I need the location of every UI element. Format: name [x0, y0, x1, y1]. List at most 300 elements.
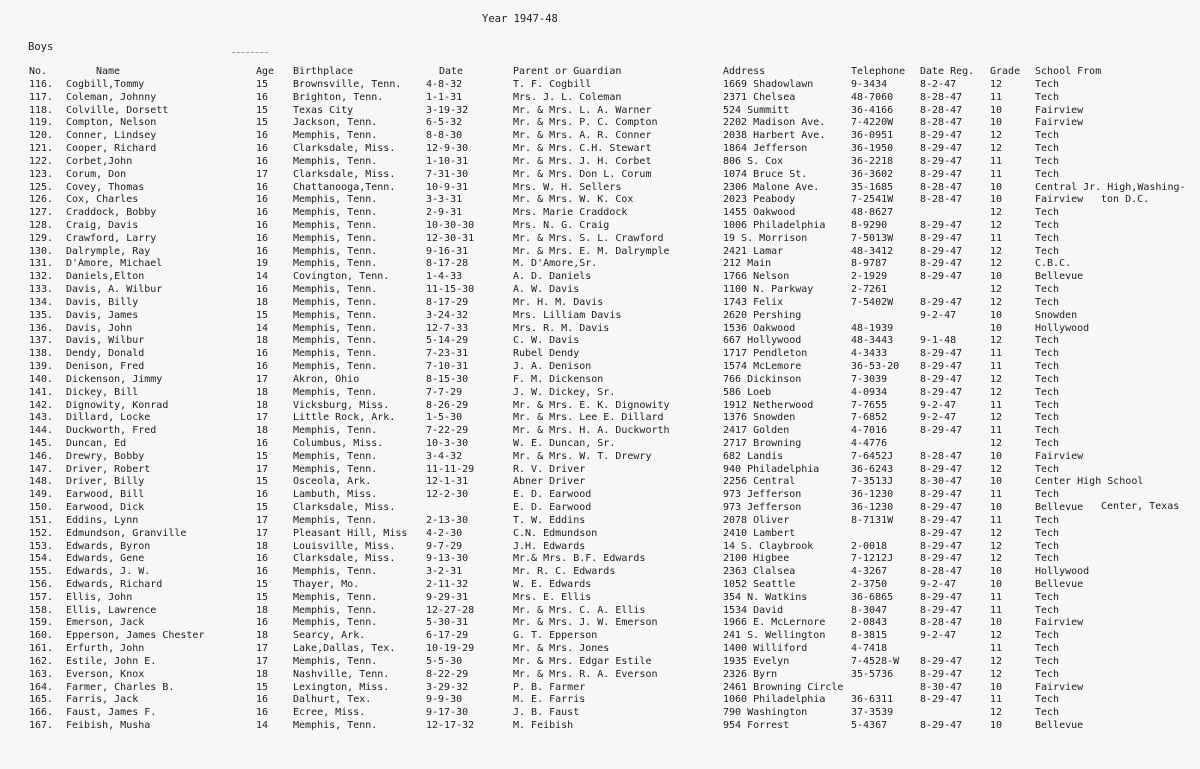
header-grade: Grade [990, 66, 1021, 77]
student-name: Duckworth, Fred [66, 425, 157, 437]
student-name: Edmundson, Granville [66, 527, 187, 539]
student-name: Cooper, Richard [66, 143, 157, 155]
date-registered: 8-28-47 [920, 117, 963, 129]
birthplace: Louisville, Miss. [293, 540, 396, 552]
grade: 11 [990, 425, 1003, 437]
date-registered: 8-29-47 [920, 720, 963, 731]
parent-guardian: Mrs. Lilliam Davis [513, 309, 622, 321]
school-from: Tech [1035, 412, 1060, 424]
row-number: 122. [29, 155, 54, 167]
address: 1966 E. McLernore [723, 617, 826, 629]
school-from-continuation: Center, Texas [1101, 501, 1180, 513]
table-row [0, 541, 1200, 553]
parent-guardian: Mr. & Mrs. H. A. Duckworth [513, 425, 670, 437]
grade: 12 [990, 668, 1003, 680]
birth-date: 3-24-32 [426, 309, 469, 321]
date-registered: 8-30-47 [920, 476, 963, 488]
header-date: Date [439, 66, 464, 77]
date-registered: 8-29-47 [920, 348, 963, 360]
parent-guardian: E. D. Earwood [513, 502, 592, 514]
row-number: 137. [29, 335, 54, 347]
student-age: 17 [256, 655, 269, 667]
parent-guardian: P. B. Farmer [513, 681, 586, 693]
header-parent: Parent or Guardian [513, 66, 622, 77]
student-age: 16 [256, 361, 269, 373]
grade: 12 [990, 296, 1003, 308]
student-age: 16 [256, 617, 269, 629]
address: 806 S. Cox [723, 155, 784, 167]
birth-date: 2-13-30 [426, 514, 469, 526]
telephone: 8-3047 [851, 604, 888, 616]
grade: 12 [990, 207, 1003, 219]
date-registered: 8-29-47 [920, 604, 963, 616]
table-row [0, 233, 1200, 245]
grade: 12 [990, 335, 1003, 347]
grade: 11 [990, 591, 1003, 603]
row-number: 123. [29, 168, 54, 180]
date-registered: 8-29-47 [920, 155, 963, 167]
parent-guardian: T. F. Cogbill [513, 79, 592, 90]
date-registered: 8-29-47 [920, 130, 963, 142]
student-name: Dickenson, Jimmy [66, 373, 163, 385]
birthplace: Memphis, Tenn. [293, 514, 378, 526]
grade: 12 [990, 143, 1003, 155]
birth-date: 3-4-32 [426, 450, 463, 462]
date-registered: 8-29-47 [920, 694, 963, 706]
birth-date: 9-9-30 [426, 694, 463, 706]
table-row [0, 297, 1200, 309]
grade: 12 [990, 258, 1003, 270]
birthplace: Memphis, Tenn. [293, 194, 378, 206]
birth-date: 7-22-29 [426, 425, 469, 437]
address: 2371 Chelsea [723, 91, 796, 103]
student-name: Crawford, Larry [66, 232, 157, 244]
school-from: Tech [1035, 373, 1060, 385]
table-row [0, 92, 1200, 104]
date-registered: 8-28-47 [920, 181, 963, 193]
birth-date: 7-7-29 [426, 386, 463, 398]
address: 1006 Philadelphia [723, 220, 826, 232]
telephone: 4-3433 [851, 348, 888, 360]
student-age: 16 [256, 694, 269, 706]
birthplace: Memphis, Tenn. [293, 220, 378, 232]
row-number: 125. [29, 181, 54, 193]
student-age: 17 [256, 168, 269, 180]
row-number: 159. [29, 617, 54, 629]
birth-date: 9-16-31 [426, 245, 469, 257]
grade: 10 [990, 502, 1003, 514]
birth-date: 8-15-30 [426, 373, 469, 385]
birthplace: Lambuth, Miss. [293, 489, 378, 501]
telephone: 5-4367 [851, 720, 888, 731]
row-number: 129. [29, 232, 54, 244]
row-number: 121. [29, 143, 54, 155]
telephone: 36-53-20 [851, 361, 900, 373]
address: 1536 Oakwood [723, 322, 796, 334]
grade: 12 [990, 245, 1003, 257]
student-age: 18 [256, 540, 269, 552]
grade: 12 [990, 412, 1003, 424]
student-age: 16 [256, 143, 269, 155]
date-registered: 8-29-47 [920, 386, 963, 398]
parent-guardian: F. M. Dickenson [513, 373, 604, 385]
birthplace: Vicksburg, Miss. [293, 399, 390, 411]
student-name: Daniels,Elton [66, 271, 145, 283]
date-registered: 8-28-47 [920, 450, 963, 462]
student-name: Edwards, Gene [66, 553, 145, 565]
telephone: 2-3750 [851, 578, 888, 590]
date-registered: 8-29-47 [920, 489, 963, 501]
student-age: 16 [256, 194, 269, 206]
birthplace: Clarksdale, Miss. [293, 143, 396, 155]
table-row [0, 79, 1200, 91]
birth-date: 3-2-31 [426, 566, 463, 578]
telephone: 37-3539 [851, 707, 894, 719]
address: 954 Forrest [723, 720, 790, 731]
parent-guardian: M. E. Farris [513, 694, 586, 706]
date-registered: 9-2-47 [920, 412, 957, 424]
telephone: 48-3443 [851, 335, 894, 347]
birthplace: Memphis, Tenn. [293, 207, 378, 219]
school-from: Central Jr. High,Washing- [1035, 181, 1186, 193]
student-age: 17 [256, 527, 269, 539]
student-age: 15 [256, 309, 269, 321]
address: 973 Jefferson [723, 489, 802, 501]
telephone: 4-7016 [851, 425, 888, 437]
date-registered: 8-29-47 [920, 232, 963, 244]
parent-guardian: C.N. Edmundson [513, 527, 598, 539]
telephone: 7-7655 [851, 399, 888, 411]
row-number: 164. [29, 681, 54, 693]
birthplace: Akron, Ohio [293, 373, 360, 385]
date-registered: 8-29-47 [920, 668, 963, 680]
birth-date: 1-5-30 [426, 412, 463, 424]
row-number: 155. [29, 566, 54, 578]
birth-date: 6-5-32 [426, 117, 463, 129]
parent-guardian: Mrs. Marie Craddock [513, 207, 628, 219]
student-age: 14 [256, 271, 269, 283]
parent-guardian: Mr. & Mrs. E. K. Dignowity [513, 399, 670, 411]
student-age: 16 [256, 284, 269, 296]
grade: 11 [990, 643, 1003, 655]
table-row [0, 207, 1200, 219]
header-age: Age [256, 66, 275, 77]
student-age: 16 [256, 220, 269, 232]
student-name: Edwards, Byron [66, 540, 151, 552]
birthplace: Chattanooga,Tenn. [293, 181, 396, 193]
birthplace: Memphis, Tenn. [293, 322, 378, 334]
date-registered: 8-29-47 [920, 220, 963, 232]
address: 790 Washington [723, 707, 808, 719]
birth-date: 8-22-29 [426, 668, 469, 680]
row-number: 139. [29, 361, 54, 373]
birthplace: Memphis, Tenn. [293, 296, 378, 308]
birth-date: 9-29-31 [426, 591, 469, 603]
table-row [0, 630, 1200, 642]
row-number: 160. [29, 630, 54, 642]
telephone: 48-7060 [851, 91, 894, 103]
grade: 12 [990, 386, 1003, 398]
address: 2256 Central [723, 476, 796, 488]
parent-guardian: W. E. Edwards [513, 578, 592, 590]
address: 19 S. Morrison [723, 232, 808, 244]
birthplace: Memphis, Tenn. [293, 348, 378, 360]
school-from: Fairview [1035, 117, 1084, 129]
birthplace: Memphis, Tenn. [293, 450, 378, 462]
row-number: 142. [29, 399, 54, 411]
date-registered: 8-29-47 [920, 527, 963, 539]
birth-date: 5-14-29 [426, 335, 469, 347]
student-name: Dillard, Locke [66, 412, 151, 424]
row-number: 116. [29, 79, 54, 90]
address: 1717 Pendleton [723, 348, 808, 360]
address: 1864 Jefferson [723, 143, 808, 155]
birth-date: 7-23-31 [426, 348, 469, 360]
address: 1052 Seattle [723, 578, 796, 590]
school-from: Tech [1035, 91, 1060, 103]
table-row [0, 694, 1200, 706]
birth-date: 10-19-29 [426, 643, 475, 655]
parent-guardian: J. B. Faust [513, 707, 580, 719]
telephone: 7-5013W [851, 232, 894, 244]
student-name: Covey, Thomas [66, 181, 145, 193]
school-from: Tech [1035, 155, 1060, 167]
grade: 10 [990, 720, 1003, 731]
table-row [0, 412, 1200, 424]
address: 2421 Lamar [723, 245, 784, 257]
date-registered: 8-29-47 [920, 540, 963, 552]
parent-guardian: J.H. Edwards [513, 540, 586, 552]
telephone: 4-4776 [851, 437, 888, 449]
grade: 12 [990, 707, 1003, 719]
birthplace: Memphis, Tenn. [293, 720, 378, 731]
row-number: 134. [29, 296, 54, 308]
date-registered: 8-29-47 [920, 373, 963, 385]
school-from-continuation: ton D.C. [1101, 193, 1150, 205]
parent-guardian: Mr. H. M. Davis [513, 296, 604, 308]
student-name: Davis, James [66, 309, 139, 321]
address: 2038 Harbert Ave. [723, 130, 826, 142]
school-from: Tech [1035, 694, 1060, 706]
telephone: 36-1230 [851, 502, 894, 514]
birth-date: 10-3-30 [426, 437, 469, 449]
address: 2717 Browning [723, 437, 802, 449]
school-from: Tech [1035, 553, 1060, 565]
birth-date: 10-30-30 [426, 220, 475, 232]
telephone: 8-9787 [851, 258, 888, 270]
birthplace: Pleasant Hill, Miss [293, 527, 408, 539]
birth-date: 12-27-28 [426, 604, 475, 616]
address: 2100 Higbee [723, 553, 790, 565]
student-name: Farmer, Charles B. [66, 681, 175, 693]
birthplace: Clarksdale, Miss. [293, 168, 396, 180]
telephone: 7-6852 [851, 412, 888, 424]
table-row [0, 105, 1200, 117]
address: 2023 Peabody [723, 194, 796, 206]
telephone: 8-9290 [851, 220, 888, 232]
address: 1100 N. Parkway [723, 284, 814, 296]
table-row [0, 374, 1200, 386]
student-name: Dickey, Bill [66, 386, 139, 398]
grade: 12 [990, 373, 1003, 385]
telephone: 48-1939 [851, 322, 894, 334]
grade: 12 [990, 630, 1003, 642]
row-number: 161. [29, 643, 54, 655]
school-from: Tech [1035, 437, 1060, 449]
parent-guardian: Mr. & Mrs. W. T. Drewry [513, 450, 652, 462]
school-from: Tech [1035, 348, 1060, 360]
grade: 11 [990, 348, 1003, 360]
student-name: Craddock, Bobby [66, 207, 157, 219]
header-telephone: Telephone [851, 66, 906, 77]
student-name: Edwards, Richard [66, 578, 163, 590]
parent-guardian: J. A. Denison [513, 361, 592, 373]
telephone: 36-1950 [851, 143, 894, 155]
grade: 11 [990, 489, 1003, 501]
parent-guardian: Mr. & Mrs. W. K. Cox [513, 194, 634, 206]
date-registered: 8-30-47 [920, 681, 963, 693]
telephone: 7-5402W [851, 296, 894, 308]
birthplace: Memphis, Tenn. [293, 425, 378, 437]
student-name: Earwood, Dick [66, 502, 145, 514]
student-name: Epperson, James Chester [66, 630, 205, 642]
student-age: 15 [256, 502, 269, 514]
date-registered: 8-29-47 [920, 425, 963, 437]
birthplace: Brighton, Tenn. [293, 91, 384, 103]
row-number: 153. [29, 540, 54, 552]
parent-guardian: Mr. & Mrs. Jones [513, 643, 610, 655]
school-from: Tech [1035, 168, 1060, 180]
student-age: 17 [256, 373, 269, 385]
row-number: 157. [29, 591, 54, 603]
row-number: 127. [29, 207, 54, 219]
student-age: 14 [256, 322, 269, 334]
student-name: Davis, A. Wilbur [66, 284, 163, 296]
address: 1669 Shadowlawn [723, 79, 814, 90]
student-age: 16 [256, 245, 269, 257]
row-number: 140. [29, 373, 54, 385]
row-number: 128. [29, 220, 54, 232]
student-age: 15 [256, 578, 269, 590]
date-registered: 9-2-47 [920, 630, 957, 642]
student-name: Ellis, Lawrence [66, 604, 157, 616]
date-registered: 8-28-47 [920, 91, 963, 103]
student-age: 15 [256, 591, 269, 603]
school-from: Fairview [1035, 681, 1084, 693]
address: 354 N. Watkins [723, 591, 808, 603]
row-number: 167. [29, 720, 54, 731]
birthplace: Memphis, Tenn. [293, 463, 378, 475]
student-age: 17 [256, 463, 269, 475]
table-row [0, 528, 1200, 540]
birthplace: Memphis, Tenn. [293, 155, 378, 167]
grade: 11 [990, 361, 1003, 373]
birthplace: Memphis, Tenn. [293, 284, 378, 296]
row-number: 148. [29, 476, 54, 488]
birthplace: Nashville, Tenn. [293, 668, 390, 680]
date-registered: 8-2-47 [920, 79, 957, 90]
student-age: 18 [256, 386, 269, 398]
address: 2417 Golden [723, 425, 790, 437]
row-number: 147. [29, 463, 54, 475]
school-from: Tech [1035, 399, 1060, 411]
parent-guardian: Mr. & Mrs. Edgar Estile [513, 655, 652, 667]
student-name: Estile, John E. [66, 655, 157, 667]
school-from: Snowden [1035, 309, 1078, 321]
student-age: 15 [256, 117, 269, 129]
address: 2306 Malone Ave. [723, 181, 820, 193]
grade: 11 [990, 155, 1003, 167]
header-name: Name [96, 66, 121, 77]
school-from: Tech [1035, 514, 1060, 526]
table-row [0, 310, 1200, 322]
grade: 10 [990, 322, 1003, 334]
school-from: Center High School [1035, 476, 1144, 488]
grade: 11 [990, 91, 1003, 103]
student-name: Eddins, Lynn [66, 514, 139, 526]
grade: 12 [990, 284, 1003, 296]
address: 1060 Philadelphia [723, 694, 826, 706]
birthplace: Jackson, Tenn. [293, 117, 378, 129]
address: 2461 Browning Circle [723, 681, 844, 693]
student-name: Conner, Lindsey [66, 130, 157, 142]
birth-date: 11-15-30 [426, 284, 475, 296]
table-row [0, 720, 1200, 732]
address: 586 Loeb [723, 386, 772, 398]
birth-date: 8-26-29 [426, 399, 469, 411]
header-address: Address [723, 66, 766, 77]
parent-guardian: Mr. & Mrs. A. R. Conner [513, 130, 652, 142]
header-birthplace: Birthplace [293, 66, 354, 77]
birthplace: Memphis, Tenn. [293, 386, 378, 398]
student-name: Feibish, Musha [66, 720, 151, 731]
student-age: 16 [256, 181, 269, 193]
birth-date: 3-19-32 [426, 104, 469, 116]
date-registered: 8-29-47 [920, 514, 963, 526]
school-from: Fairview [1035, 617, 1084, 629]
student-name: Denison, Fred [66, 361, 145, 373]
school-from: Fairview [1035, 194, 1084, 206]
row-number: 143. [29, 412, 54, 424]
row-number: 156. [29, 578, 54, 590]
student-name: Duncan, Ed [66, 437, 127, 449]
student-age: 18 [256, 296, 269, 308]
row-number: 130. [29, 245, 54, 257]
grade: 12 [990, 553, 1003, 565]
student-name: Faust, James F. [66, 707, 157, 719]
table-row [0, 707, 1200, 719]
school-from: Bellevue [1035, 578, 1084, 590]
date-registered: 9-2-47 [920, 309, 957, 321]
telephone: 4-3267 [851, 566, 888, 578]
parent-guardian: Mr. & Mrs. Lee E. Dillard [513, 412, 664, 424]
student-name: Ellis, John [66, 591, 133, 603]
student-name: Dalrymple, Ray [66, 245, 151, 257]
grade: 10 [990, 271, 1003, 283]
birth-date: 9-17-30 [426, 707, 469, 719]
telephone: 36-1230 [851, 489, 894, 501]
row-number: 144. [29, 425, 54, 437]
row-number: 136. [29, 322, 54, 334]
school-from: Tech [1035, 591, 1060, 603]
telephone: 2-0843 [851, 617, 888, 629]
row-number: 166. [29, 707, 54, 719]
table-row [0, 323, 1200, 335]
telephone: 2-7261 [851, 284, 888, 296]
header-school-from: School From [1035, 66, 1102, 77]
school-from: Tech [1035, 207, 1060, 219]
date-registered: 9-2-47 [920, 578, 957, 590]
